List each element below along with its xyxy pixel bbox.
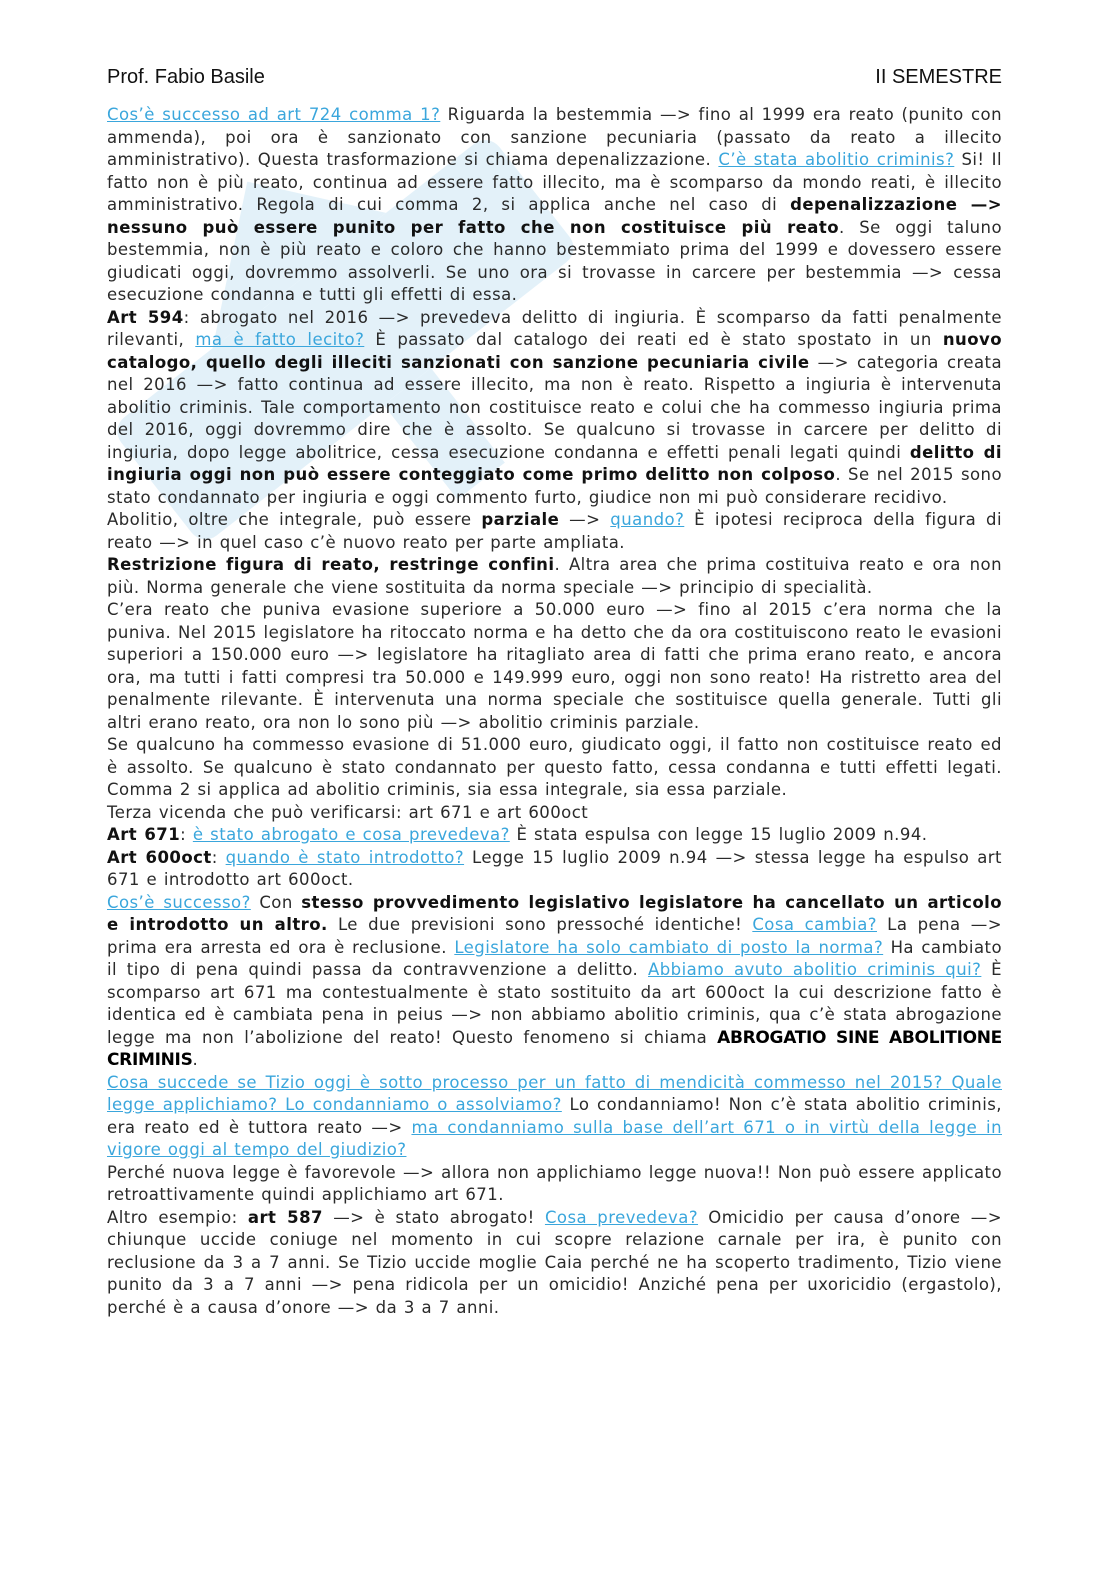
paragraph-tizio-mendicita: Cosa succede se Tizio oggi è sotto processo per un fatto di mendicità commesso nel 2015? Quale legge applichiamo? Lo condanniamo o assolviamo? Lo condanniamo! Non c’è stata abolitio criminis, era reato ed è tuttora reato —> ma condanniamo sulla base dell’art 671 o in virtù della legge in vigore oggi al tempo del giudizio? xyxy=(107,1072,1002,1159)
bold-text: nuovo catalogo, quello degli illeciti sanzionati con sanzione pecuniaria civile xyxy=(107,330,1002,372)
question-link[interactable]: Cosa cambia? xyxy=(752,915,877,934)
bold-text: Art 671 xyxy=(107,825,181,844)
question-link[interactable]: ma è fatto lecito? xyxy=(195,330,365,349)
paragraph-evasione: C’era reato che puniva evasione superiore a 50.000 euro —> fino al 2015 c’era norma che la puniva. Nel 2015 legislatore ha ritoccato norma e ha detto che da ora costituiscono reato le evasioni superiori a 150.000 euro —> legislatore ha ritagliato area di fatti che prima erano reato, e ancora ora, ma tutti i fatti compresi tra 50.000 e 149.999 euro, oggi non sono reato! Ha ristretto area del penalmente rilevante. È intervenuta una norma speciale che sostituisce quella generale. Tutti gli altri erano reato, ora non lo sono più —> abolitio criminis parziale. xyxy=(107,600,1002,732)
question-link[interactable]: Abbiamo avuto abolitio criminis qui? xyxy=(648,960,982,979)
bold-text: stesso provvedimento legislativo legislatore ha cancellato un articolo e introdotto un altro. xyxy=(107,892,1002,934)
bold-text: parziale xyxy=(481,510,560,529)
paragraph-art-724: Cos’è successo ad art 724 comma 1? Riguarda la bestemmia —> fino al 1999 era reato (punito con ammenda), poi ora è sanzionato con sanzione pecuniaria (passato da reato a illecito amministrativo). Questa trasformazione si chiama depenalizzazione. C’è stata abolitio criminis? Si! Il fatto non è più reato, continua ad essere fatto illecito, ma è scomparso da mondo reati, è illecito amministrativo. Regola di cui comma 2, si applica anche nel caso di depenalizzazione —> nessuno può essere punito per fatto che non costituisce più reato. Se oggi taluno bestemmia, non è più reato e coloro che hanno bestemmiato prima del 1999 e dovessero essere giudicati oggi, dovremmo assolverli. Se uno ora si trovasse in carcere per bestemmia —> cessa esecuzione condanna e tutti gli effetti di essa. xyxy=(107,105,1003,304)
question-link[interactable]: Cos’è successo? xyxy=(107,892,251,912)
paragraph-art-594: Art 594: abrogato nel 2016 —> prevedeva delitto di ingiuria. È scomparso da fatti penalmente rilevanti, ma è fatto lecito? È passato dal catalogo dei reati ed è stato spostato in un nuovo catalogo, quello degli illeciti sanzionati con sanzione pecuniaria civile —> categoria creata nel 2016 —> fatto continua ad essere illecito, ma non è reato. Rispetto a ingiuria è intervenuta abolitio criminis. Tale comportamento non costituisce reato e colui che ha commesso ingiuria prima del 2016, oggi dovremmo dire che è assolto. Se qualcuno si trovasse in carcere per delitto di ingiuria, dopo legge abolitrice, cessa esecuzione condanna e effetti penali legati quindi delitto di ingiuria oggi non può essere conteggiato come primo delitto non colposo. Se nel 2015 sono stato condannato per ingiuria e oggi commento furto, giudice non mi può considerare recidivo. xyxy=(107,307,1003,507)
bold-text: delitto di ingiuria oggi non può essere conteggiato come primo delitto non colposo xyxy=(107,442,1002,484)
paragraph-art-671: Art 671: è stato abrogato e cosa prevedeva? È stata espulsa con legge 15 luglio 2009 n.94. xyxy=(107,825,928,844)
author-name: Prof. Fabio Basile xyxy=(107,66,265,88)
question-link[interactable]: C’è stata abolitio criminis? xyxy=(718,150,955,169)
bold-text: Art 594 xyxy=(107,307,184,327)
paragraph-art-587: Altro esempio: art 587 —> è stato abrogato! Cosa prevedeva? Omicidio per causa d’onore —> chiunque uccide coniuge nel momento in cui scopre relazione carnale per ira, è punito con reclusione da 3 a 7 anni. Se Tizio uccide moglie Caia perché ne ha scoperto tradimento, Tizio viene punito da 3 a 7 anni —> pena ridicola per un omicidio! Anziché pena per uxoricidio (ergastolo), perché è a causa d’onore —> da 3 a 7 anni. xyxy=(107,1207,1002,1317)
semester-label: II SEMESTRE xyxy=(875,66,1002,88)
question-link[interactable]: ma condanniamo sulla base dell’art 671 o in virtù della legge in vigore oggi al tempo del giudizio? xyxy=(107,1117,1002,1159)
question-link[interactable]: quando è stato introdotto? xyxy=(225,847,465,867)
bold-text: depenalizzazione —> nessuno può essere punito per fatto che non costituisce più reato xyxy=(107,195,1002,237)
document-body xyxy=(107,104,1002,1319)
paragraph-abolitio-parziale: Abolitio, oltre che integrale, può essere parziale —> quando? È ipotesi reciproca della figura di reato —> in quel caso c’è nuovo reato per parte ampliata. xyxy=(107,510,1002,552)
question-link[interactable]: Cos’è successo ad art 724 comma 1? xyxy=(107,105,441,124)
question-link[interactable]: Cosa prevedeva? xyxy=(544,1207,699,1227)
paragraph-art-600oct: Art 600oct: quando è stato introdotto? Legge 15 luglio 2009 n.94 —> stessa legge ha espulso art 671 e introdotto art 600oct. xyxy=(107,847,1002,889)
bold-text: art 587 xyxy=(247,1207,323,1227)
question-link[interactable]: quando? xyxy=(610,510,685,529)
question-link[interactable]: Legislatore ha solo cambiato di posto la norma? xyxy=(454,937,884,957)
paragraph-evasione-esempio: Se qualcuno ha commesso evasione di 51.000 euro, giudicato oggi, il fatto non costituisce reato ed è assolto. Se qualcuno è stato condannato per questo fatto, cessa condanna e tutti effetti legati. Comma 2 si applica ad abolitio criminis, sia essa integrale, sia essa parziale. xyxy=(107,735,1002,799)
page-header xyxy=(107,66,1002,89)
question-link[interactable]: Cosa succede se Tizio oggi è sotto processo per un fatto di mendicità commesso nel 2015? Quale legge applichiamo? Lo condanniamo o assolviamo? xyxy=(107,1072,1002,1114)
paragraph-nuova-legge: Perché nuova legge è favorevole —> allora non applichiamo legge nuova!! Non può essere applicato retroattivamente quindi applichiamo art 671. xyxy=(107,1162,1002,1204)
paragraph-restrizione: Restrizione figura di reato, restringe confini. Altra area che prima costituiva reato e ora non più. Norma generale che viene sostituita da norma speciale —> principio di specialità. xyxy=(107,555,1002,597)
paragraph-terza-vicenda: Terza vicenda che può verificarsi: art 671 e art 600oct xyxy=(107,802,589,822)
question-link[interactable]: è stato abrogato e cosa prevedeva? xyxy=(192,825,510,844)
bold-text: Art 600oct xyxy=(107,847,212,867)
bold-text: Restrizione figura di reato, restringe confini xyxy=(107,555,555,574)
paragraph-abrogatio: Cos’è successo? Con stesso provvedimento legislativo legislatore ha cancellato un articolo e introdotto un altro. Le due previsioni sono pressoché identiche! Cosa cambia? La pena —> prima era arresta ed ora è reclusione. Legislatore ha solo cambiato di posto la norma? Ha cambiato il tipo di pena quindi passa da contravvenzione a delitto. Abbiamo avuto abolitio criminis qui? È scomparso art 671 ma contestualmente è stato sostituito da art 600oct la cui descrizione fatto è identica ed è cambiata pena in peius —> non abbiamo abolitio criminis, qua c’è stata abrogazione legge ma non l’abolizione del reato! Questo fenomeno si chiama ABROGATIO SINE ABOLITIONE CRIMINIS. xyxy=(107,892,1002,1070)
highlighted-term: ABROGATIO SINE ABOLITIONE CRIMINIS xyxy=(107,1027,1002,1070)
